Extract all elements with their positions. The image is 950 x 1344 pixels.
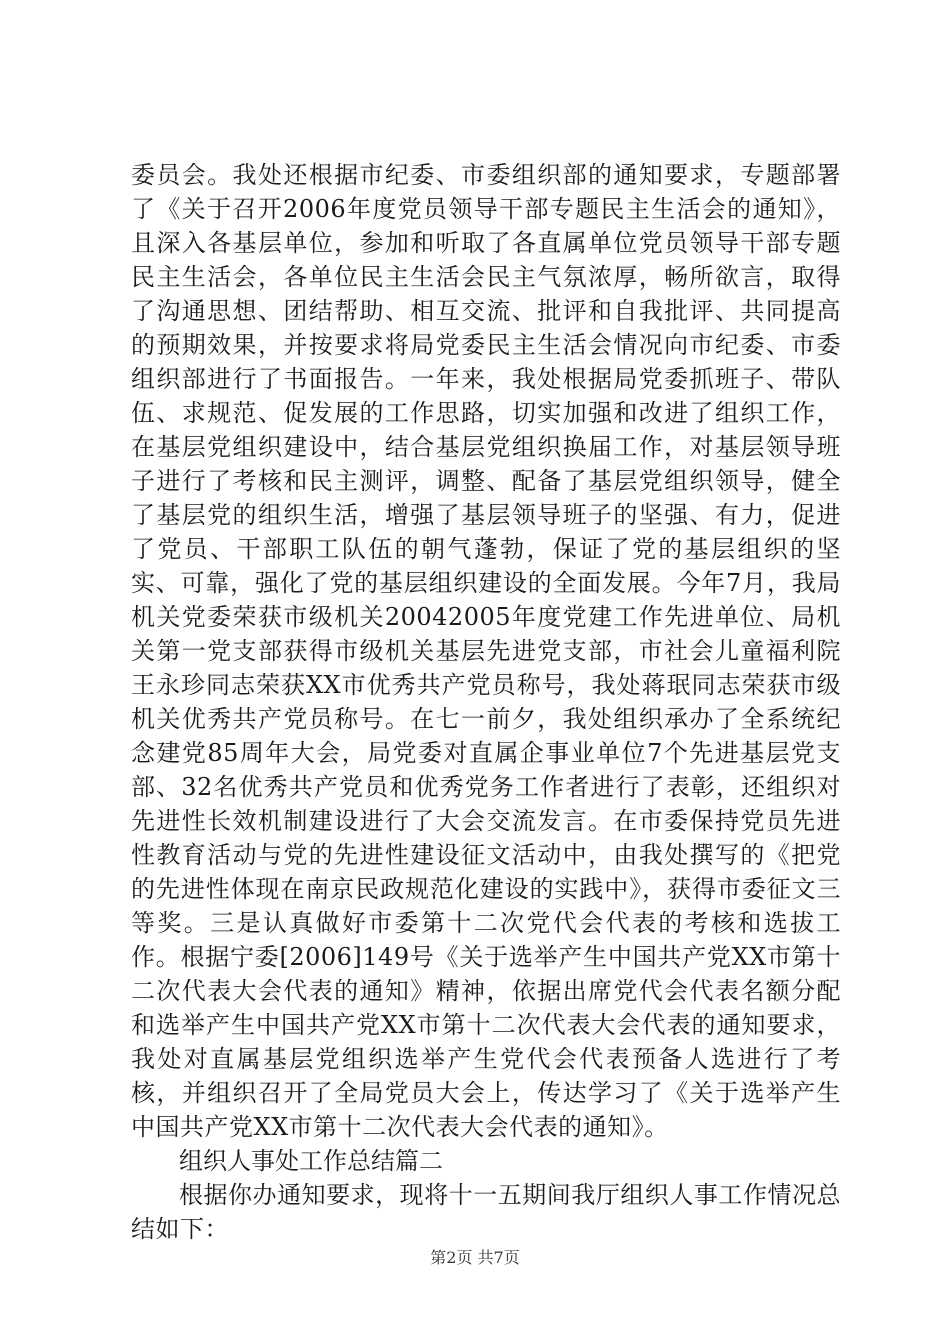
section-heading: 组织人事处工作总结篇二 bbox=[179, 1147, 443, 1175]
body-paragraph-intro: 根据你办通知要求，现将十一五期间我厅组织人事工作情况总结如下： bbox=[131, 1181, 841, 1243]
page-number-footer: 第2页 共7页 bbox=[430, 1248, 520, 1267]
body-paragraph-continued: 委员会。我处还根据市纪委、市委组织部的通知要求，专题部署了《关于召开2006年度党员领导干部专题民主生活会的通知》，且深入各基层单位，参加和听取了各直属单位党员领导干部专题民主生活会，各单位民主生活会民主气氛浓厚，畅所欲言，取得了沟通思想、团结帮助、相互交流、批评和自我批评、共同提高的预期效果，并按要求将局党委民主生活会情况向市纪委、市委组织部进行了书面报告。一年来，我处根据局党委抓班子、带队伍、求规范、促发展的工作思路，切实加强和改进了组织工作，在基层党组织建设中，结合基层党组织换届工作，对基层领导班子进行了考核和民主测评，调整、配备了基层党组织领导，健全了基层党的组织生活，增强了基层领导班子的坚强、有力，促进了党员、干部职工队伍的朝气蓬勃，保证了党的基层组织的坚实、可靠，强化了党的基层组织建设的全面发展。今年7月，我局机关党委荣获市级机关20042005年度党建工作先进单位、局机关第一党支部获得市级机关基层先进党支部，市社会儿童福利院王永珍同志荣获XX市优秀共产党员称号，我处蒋珉同志荣获市级机关优秀共产党员称号。在七一前夕，我处组织承办了全系统纪念建党85周年大会，局党委对直属企事业单位7个先进基层党支部、32名优秀共产党员和优秀党务工作者进行了表彰，还组织对先进性长效机制建设进行了大会交流发言。在市委保持党员先进性教育活动与党的先进性建设征文活动中，由我处撰写的《把党的先进性体现在南京民政规范化建设的实践中》，获得市委征文三等奖。三是认真做好市委第十二次党代会代表的考核和选拔工作。根据宁委[2006]149号《关于选举产生中国共产党XX市第十二次代表大会代表的通知》精神，依据出席党代会代表名额分配和选举产生中国共产党XX市第十二次代表大会代表的通知要求，我处对直属基层党组织选举产生党代会代表预备人选进行了考核，并组织召开了全局党员大会上，传达学习了《关于选举产生中国共产党XX市第十二次代表大会代表的通知》。 bbox=[131, 161, 841, 1141]
document-body bbox=[131, 158, 841, 1246]
